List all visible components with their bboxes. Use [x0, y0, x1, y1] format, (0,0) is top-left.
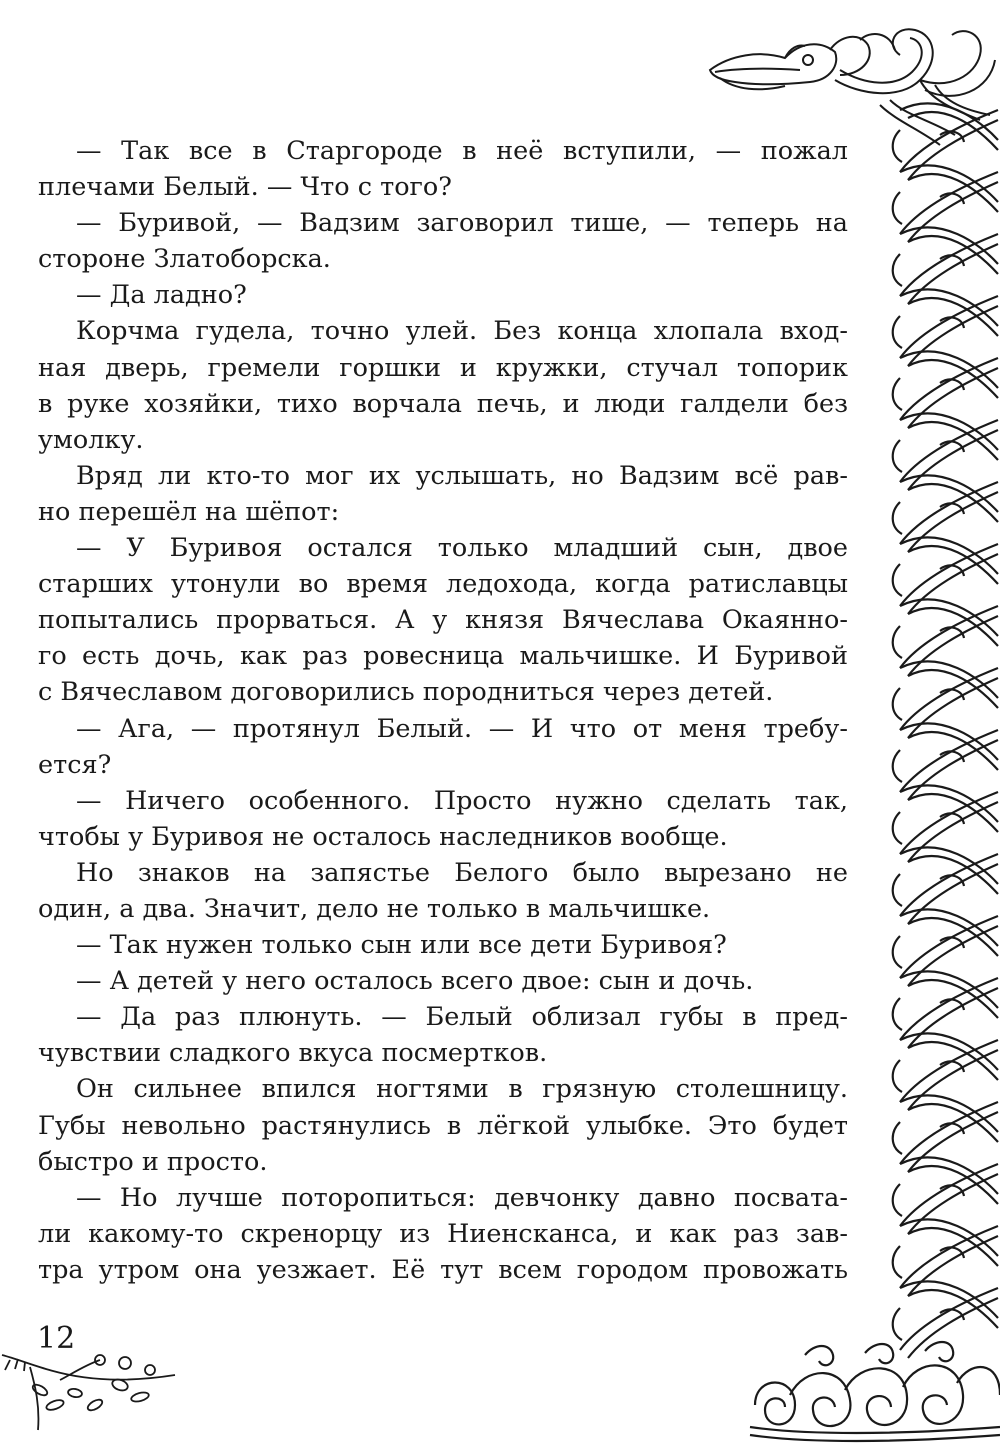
text-line: — Ничего особенного. Просто нужно сделать так,	[76, 785, 848, 816]
flower-branch-icon	[0, 1345, 180, 1435]
paragraph	[38, 530, 848, 710]
text-line: го есть дочь, как раз ровесница мальчишке. И Буривой	[38, 641, 848, 672]
paragraph	[38, 133, 848, 205]
celtic-knot-border-icon	[880, 0, 1000, 1452]
paragraph	[38, 1180, 848, 1288]
paragraph	[38, 927, 848, 963]
paragraph	[38, 205, 848, 277]
paragraph	[38, 783, 848, 855]
text-line: Корчма гудела, точно улей. Без конца хлопала вход-	[76, 316, 848, 347]
paragraph	[38, 313, 848, 457]
text-line: старших утонули во время ледохода, когда ратиславцы	[38, 569, 848, 600]
paragraph	[38, 458, 848, 530]
text-line: но перешёл на шёпот:	[38, 496, 340, 527]
paragraph	[38, 277, 848, 313]
text-line: тра утром она уезжает. Её тут всем городом провожать	[38, 1254, 848, 1285]
paragraph	[38, 711, 848, 783]
main-text	[38, 133, 848, 1288]
text-line: чувствии сладкого вкуса посмертков.	[38, 1038, 548, 1069]
text-line: стороне Златоборска.	[38, 244, 331, 275]
text-line: ная дверь, гремели горшки и кружки, стучал топорик	[38, 352, 848, 383]
text-line: Губы невольно растянулись в лёгкой улыбке. Это будет	[38, 1110, 848, 1141]
text-line: чтобы у Буривоя не осталось наследников вообще.	[38, 821, 728, 852]
text-line: умолку.	[38, 424, 144, 455]
paragraph	[38, 1071, 848, 1179]
text-line: — Да ладно?	[76, 280, 247, 311]
text-line: — У Буривоя остался только младший сын, двое	[76, 533, 848, 564]
text-line: — А детей у него осталось всего двое: сын и дочь.	[76, 966, 754, 997]
text-line: ется?	[38, 749, 112, 780]
text-line: с Вячеславом договорились породниться через детей.	[38, 677, 774, 708]
text-line: — Так нужен только сын или все дети Буривоя?	[76, 930, 727, 961]
text-line: — Да раз плюнуть. — Белый облизал губы в пред-	[76, 1002, 848, 1033]
text-line: Он сильнее впился ногтями в грязную столешницу.	[76, 1074, 848, 1105]
page-number: 12	[37, 1321, 76, 1356]
text-line: Но знаков на запястье Белого было вырезано не	[76, 857, 848, 888]
text-line: — Но лучше поторопиться: девчонку давно посвата-	[76, 1182, 848, 1213]
text-line: — Буривой, — Вадзим заговорил тише, — теперь на	[76, 208, 848, 239]
dragon-head-icon	[690, 20, 1000, 150]
paragraph	[38, 999, 848, 1071]
text-line: ли какому-то скренорцу из Ниенсканса, и как раз зав-	[38, 1218, 848, 1249]
paragraph	[38, 855, 848, 927]
paragraph	[38, 963, 848, 999]
text-line: попытались прорваться. А у князя Вячеслава Окаянно-	[38, 605, 848, 636]
text-line: плечами Белый. — Что с того?	[38, 172, 452, 203]
text-line: быстро и просто.	[38, 1146, 268, 1177]
text-line: один, а два. Значит, дело не только в мальчишке.	[38, 893, 711, 924]
text-line: — Ага, — протянул Белый. — И что от меня требу-	[76, 713, 848, 744]
text-line: — Так все в Старгороде в неё вступили, — пожал	[76, 136, 848, 166]
knot-corner-icon	[745, 1335, 1000, 1445]
text-line: в руке хозяйки, тихо ворчала печь, и люди галдели без	[38, 388, 848, 419]
text-line: Вряд ли кто-то мог их услышать, но Вадзим всё рав-	[76, 460, 848, 491]
